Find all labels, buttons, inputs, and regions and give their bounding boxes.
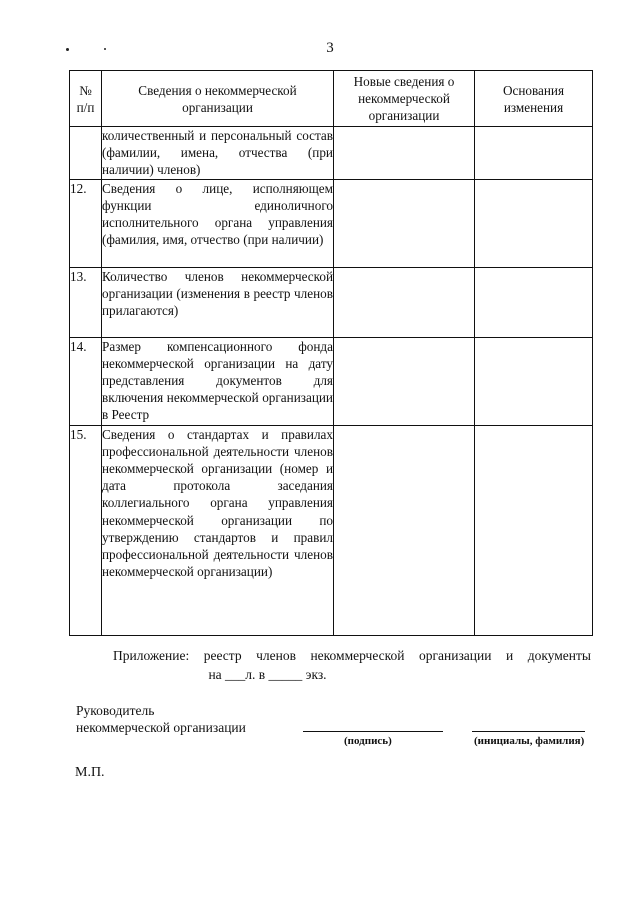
appendix-quantity-line: на ___л. в _____ экз. xyxy=(208,667,327,682)
header-num: № п/п xyxy=(70,71,102,127)
name-caption: (инициалы, фамилия) xyxy=(474,735,585,747)
row-new-info-cell xyxy=(334,267,475,337)
row-number: 15. xyxy=(70,425,102,635)
row-info: Количество членов некоммерческой организации (изменения в реестр членов прилагаются) xyxy=(102,267,334,337)
row-new-info-cell xyxy=(334,179,475,267)
signature-line xyxy=(303,731,443,732)
row-info: Сведения о лице, исполняющем функции единоличного исполнительного органа управления (фамилия, имя, отчество (при наличии) xyxy=(102,179,334,267)
table-row xyxy=(70,267,593,337)
row-new-info-cell xyxy=(334,337,475,425)
row-basis-cell xyxy=(475,267,593,337)
name-line xyxy=(472,731,585,732)
table-row xyxy=(70,179,593,267)
signer-title xyxy=(76,702,246,736)
row-number: 13. xyxy=(70,267,102,337)
header-info: Сведения о некоммерческой организации xyxy=(102,71,334,127)
header-new-info: Новые сведения о некоммерческой организации xyxy=(334,71,475,127)
table-row xyxy=(70,337,593,425)
table-row xyxy=(70,127,593,180)
row-number xyxy=(70,127,102,180)
appendix-line: Приложение: реестр членов некоммерческой организации и документы xyxy=(113,648,591,663)
row-number: 12. xyxy=(70,179,102,267)
signer-title-line: Руководитель xyxy=(76,703,155,718)
row-info: количественный и персональный состав (фамилии, имена, отчества (при наличии) членов) xyxy=(102,128,333,178)
row-info: Сведения о стандартах и правилах профессиональной деятельности членов некоммерческой организации (номер и дата протокола заседания коллегиального органа управления некоммерческой организации по утверждению стандартов и правил профессиональной деятельности членов некоммерческой организации) xyxy=(102,425,334,635)
signer-title-line: некоммерческой организации xyxy=(76,720,246,735)
row-basis-cell xyxy=(475,425,593,635)
table-row xyxy=(70,425,593,635)
row-basis-cell xyxy=(475,337,593,425)
row-number: 14. xyxy=(70,337,102,425)
table-header-row xyxy=(70,71,593,127)
row-basis-cell xyxy=(475,179,593,267)
row-new-info-cell xyxy=(334,127,475,180)
changes-table xyxy=(69,70,593,636)
page-number: 3 xyxy=(326,40,334,56)
row-info: Размер компенсационного фонда некоммерческой организации на дату представления документов для включения некоммерческой организации в Реестр xyxy=(102,337,334,425)
row-new-info-cell xyxy=(334,425,475,635)
stamp-place: М.П. xyxy=(75,765,105,780)
header-basis: Основания изменения xyxy=(475,71,593,127)
signature-caption: (подпись) xyxy=(344,735,392,747)
row-basis-cell xyxy=(475,127,593,180)
